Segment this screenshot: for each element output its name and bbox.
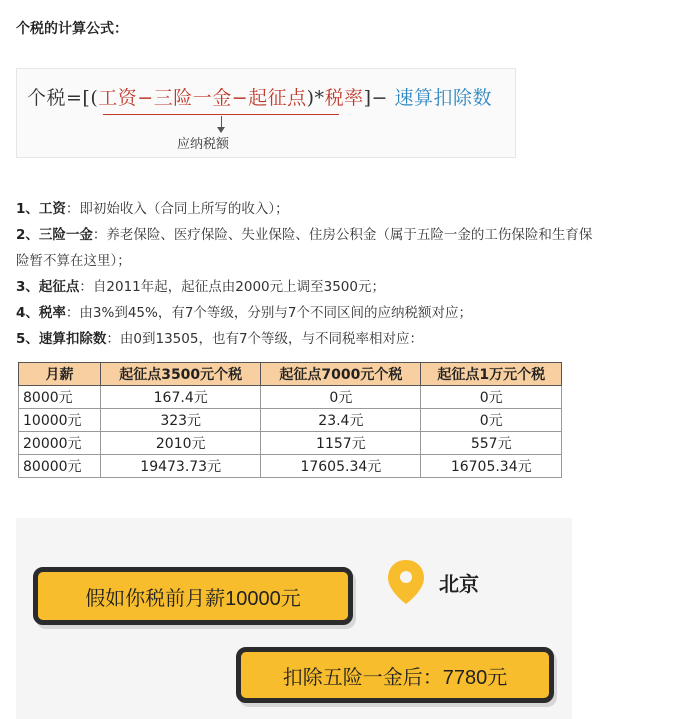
item-text: ：由0到13505，也有7个等级，与不同税率相对应： xyxy=(106,331,424,347)
table-cell: 80000元 xyxy=(19,455,101,478)
table-cell: 1157元 xyxy=(261,432,421,455)
formula-minus-2: − xyxy=(231,87,249,109)
definition-list xyxy=(16,196,688,352)
table-cell: 23.4元 xyxy=(261,409,421,432)
item-term: 速算扣除数 xyxy=(38,331,107,347)
definition-item xyxy=(16,222,688,248)
formula-image xyxy=(16,68,516,158)
table-row xyxy=(19,432,562,455)
definition-item xyxy=(16,274,688,300)
definition-item-continued xyxy=(16,248,688,274)
definition-item xyxy=(16,300,688,326)
formula-underline xyxy=(103,114,339,115)
item-text: ：自2011年起，起征点由2000元上调至3500元； xyxy=(79,279,385,295)
table-cell: 8000元 xyxy=(19,386,101,409)
formula-mid: )* xyxy=(306,87,325,109)
after-deduction-badge xyxy=(236,647,554,703)
after-deduction-label: 扣除五险一金后：7780元 xyxy=(282,666,508,689)
item-number: 2、 xyxy=(16,227,39,243)
table-row xyxy=(19,409,562,432)
table-cell: 557元 xyxy=(421,432,562,455)
table-cell: 17605.34元 xyxy=(261,455,421,478)
table-cell: 323元 xyxy=(101,409,261,432)
item-term: 税率 xyxy=(38,305,66,321)
formula-sublabel: 应纳税额 xyxy=(177,137,230,152)
formula-deduction: 速算扣除数 xyxy=(394,87,492,109)
item-term: 起征点 xyxy=(38,279,80,295)
formula-rate: 税率 xyxy=(324,87,364,109)
section-heading: 个税的计算公式： xyxy=(16,21,128,37)
column-header: 月薪 xyxy=(19,363,101,386)
city-label: 北京 xyxy=(439,572,479,596)
location-pin-icon xyxy=(386,558,426,610)
formula-threshold: 起征点 xyxy=(248,87,307,109)
column-header: 起征点1万元个税 xyxy=(421,363,562,386)
table-cell: 167.4元 xyxy=(101,386,261,409)
formula-prefix: 个税=[( xyxy=(27,87,99,109)
table-cell: 0元 xyxy=(261,386,421,409)
definition-item xyxy=(16,326,688,352)
salary-banner-image xyxy=(16,518,572,719)
table-row xyxy=(19,386,562,409)
table-cell: 0元 xyxy=(421,409,562,432)
salary-label: 假如你税前月薪10000元 xyxy=(85,587,301,610)
table-row xyxy=(19,455,562,478)
item-number: 4、 xyxy=(16,305,39,321)
table-cell: 10000元 xyxy=(19,409,101,432)
formula-wage: 工资 xyxy=(98,87,138,109)
item-text: ：即初始收入（合同上所写的收入）； xyxy=(65,201,289,217)
definition-item xyxy=(16,196,688,222)
item-text: ：由3%到45%，有7个等级，分别与7个不同区间的应纳税额对应； xyxy=(65,305,473,321)
formula-bracket: ]− xyxy=(363,87,388,109)
table-cell: 16705.34元 xyxy=(421,455,562,478)
column-header: 起征点3500元个税 xyxy=(101,363,261,386)
item-term: 三险一金 xyxy=(38,227,93,243)
item-number: 5、 xyxy=(16,331,39,347)
table-cell: 19473.73元 xyxy=(101,455,261,478)
table-cell: 20000元 xyxy=(19,432,101,455)
table-cell: 0元 xyxy=(421,386,562,409)
formula-insurance: 三险一金 xyxy=(153,87,232,109)
item-number: 1、 xyxy=(16,201,39,217)
item-term: 工资 xyxy=(38,201,66,217)
formula-text xyxy=(27,83,492,110)
item-text: 险暂不算在这里）； xyxy=(16,253,131,269)
salary-badge xyxy=(33,567,353,625)
tax-table-wrapper xyxy=(18,362,566,478)
formula-minus-1: − xyxy=(137,87,154,109)
tax-table xyxy=(18,362,562,478)
table-cell: 2010元 xyxy=(101,432,261,455)
table-header-row xyxy=(19,363,562,386)
item-number: 3、 xyxy=(16,279,39,295)
item-text: ：养老保险、医疗保险、失业保险、住房公积金（属于五险一金的工伤保险和生育保 xyxy=(92,227,593,243)
column-header: 起征点7000元个税 xyxy=(261,363,421,386)
